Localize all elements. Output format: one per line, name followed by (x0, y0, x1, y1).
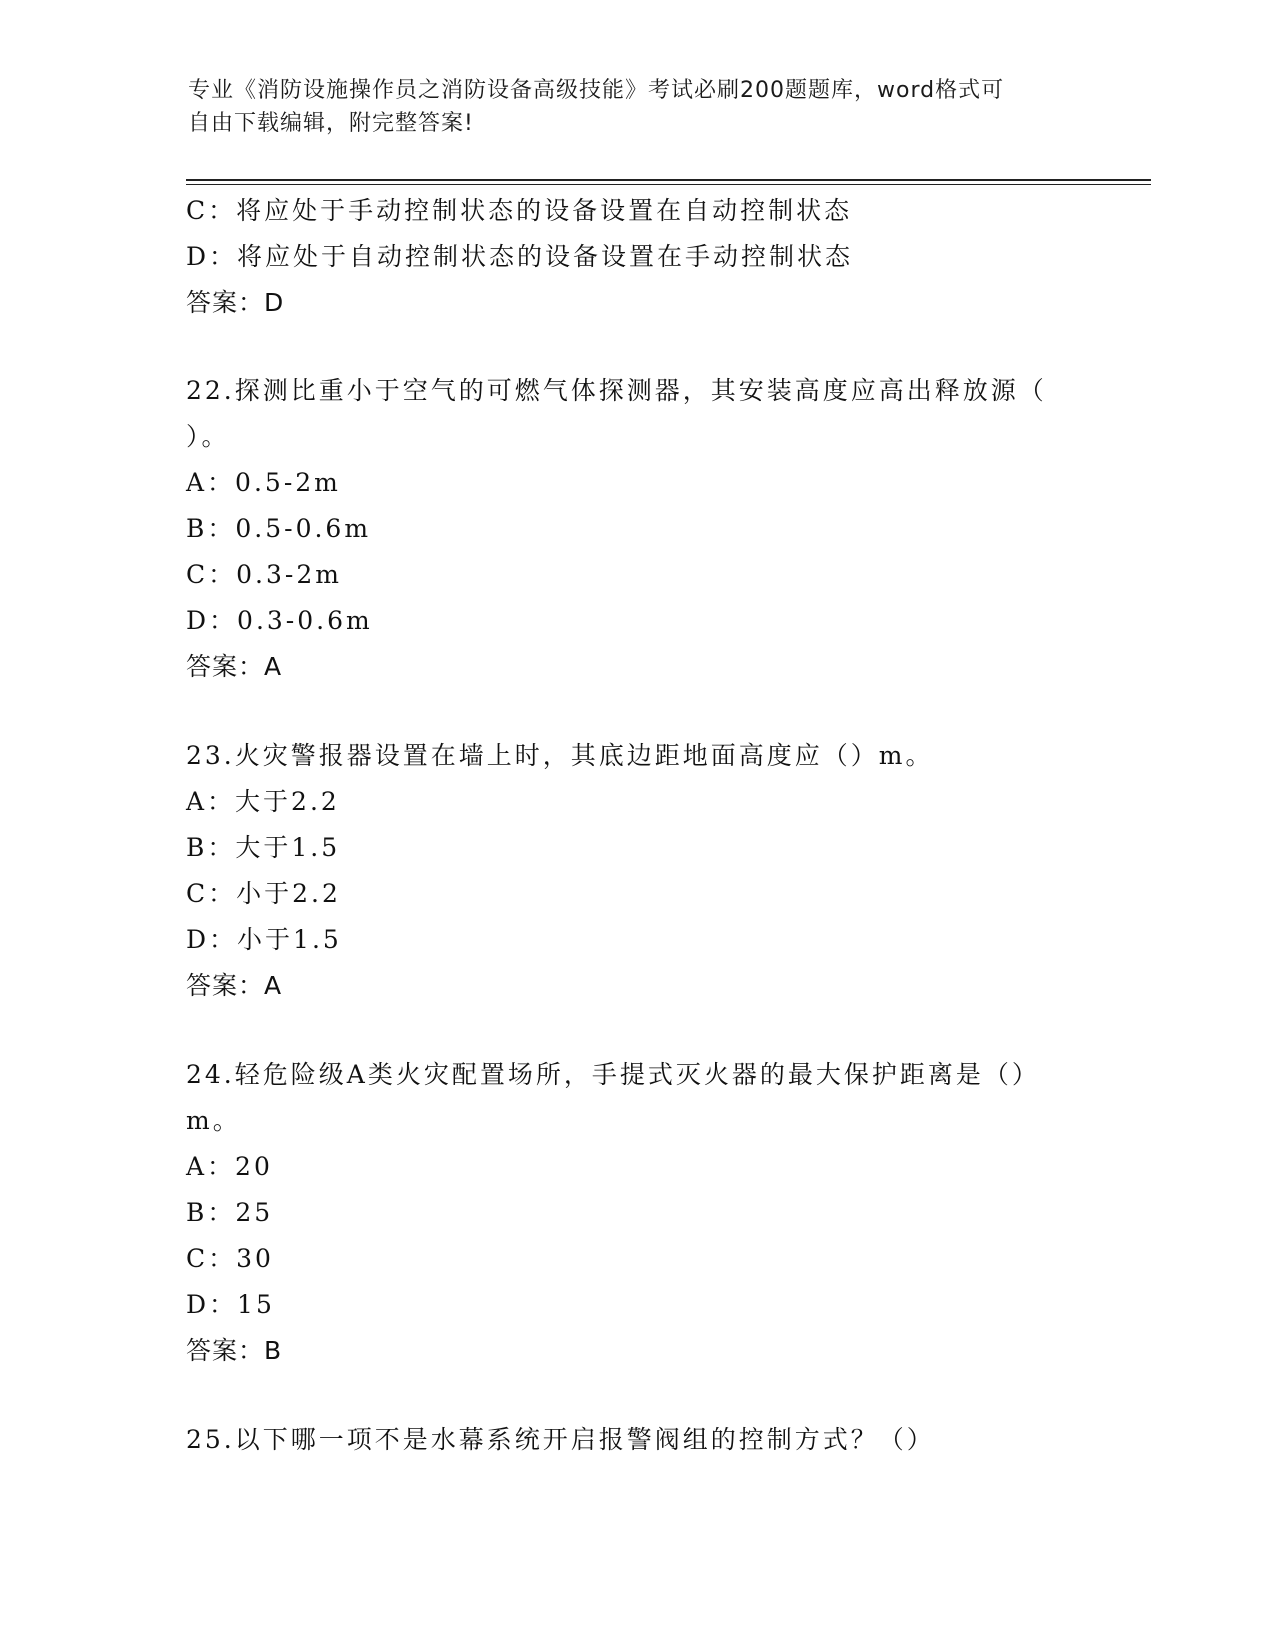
option-d: D：15 (186, 1290, 275, 1319)
spacer (186, 690, 1106, 733)
option-c: C：30 (186, 1244, 274, 1273)
question-list (186, 188, 1106, 1463)
question-stem-continued: m。 (186, 1106, 241, 1135)
option-c: C：0.3-2m (186, 560, 342, 589)
document-header (188, 74, 1088, 140)
question-stem-continued: ）。 (186, 422, 230, 451)
option-b: B：25 (186, 1198, 274, 1227)
option-a: A：大于2.2 (186, 787, 340, 816)
option-d: D：将应处于自动控制状态的设备设置在手动控制状态 (186, 242, 854, 271)
question-23 (186, 733, 1106, 1009)
option-d: D：小于1.5 (186, 925, 342, 954)
answer-label: 答案：B (186, 1336, 283, 1365)
question-stem: 24.轻危险级A类火灾配置场所，手提式灭火器的最大保护距离是（） (186, 1060, 1040, 1089)
answer-label: 答案：A (186, 971, 283, 1000)
question-stem: 23.火灾警报器设置在墙上时，其底边距地面高度应（）m。 (186, 741, 934, 770)
question-22 (186, 368, 1106, 690)
option-b: B：0.5-0.6m (186, 514, 372, 543)
option-d: D：0.3-0.6m (186, 606, 373, 635)
option-c: C：小于2.2 (186, 879, 341, 908)
header-line-1: 专业《消防设施操作员之消防设备高级技能》考试必刷200题题库，word格式可 (188, 78, 1005, 103)
option-a: A：0.5-2m (186, 468, 341, 497)
header-line-2: 自由下载编辑，附完整答案! (188, 111, 474, 136)
question-21-continued (186, 188, 1106, 326)
header-divider-thin (186, 184, 1151, 185)
answer-label: 答案：A (186, 652, 283, 681)
option-a: A：20 (186, 1152, 273, 1181)
question-24 (186, 1052, 1106, 1374)
question-25 (186, 1417, 1106, 1463)
question-stem: 25.以下哪一项不是水幕系统开启报警阀组的控制方式？（） (186, 1425, 935, 1454)
question-stem: 22.探测比重小于空气的可燃气体探测器，其安装高度应高出释放源（ (186, 376, 1047, 405)
answer-label: 答案：D (186, 288, 285, 317)
header-divider-thick (186, 179, 1151, 181)
option-c: C：将应处于手动控制状态的设备设置在自动控制状态 (186, 196, 853, 225)
option-b: B：大于1.5 (186, 833, 341, 862)
spacer (186, 1009, 1106, 1052)
spacer (186, 326, 1106, 368)
spacer (186, 1374, 1106, 1417)
